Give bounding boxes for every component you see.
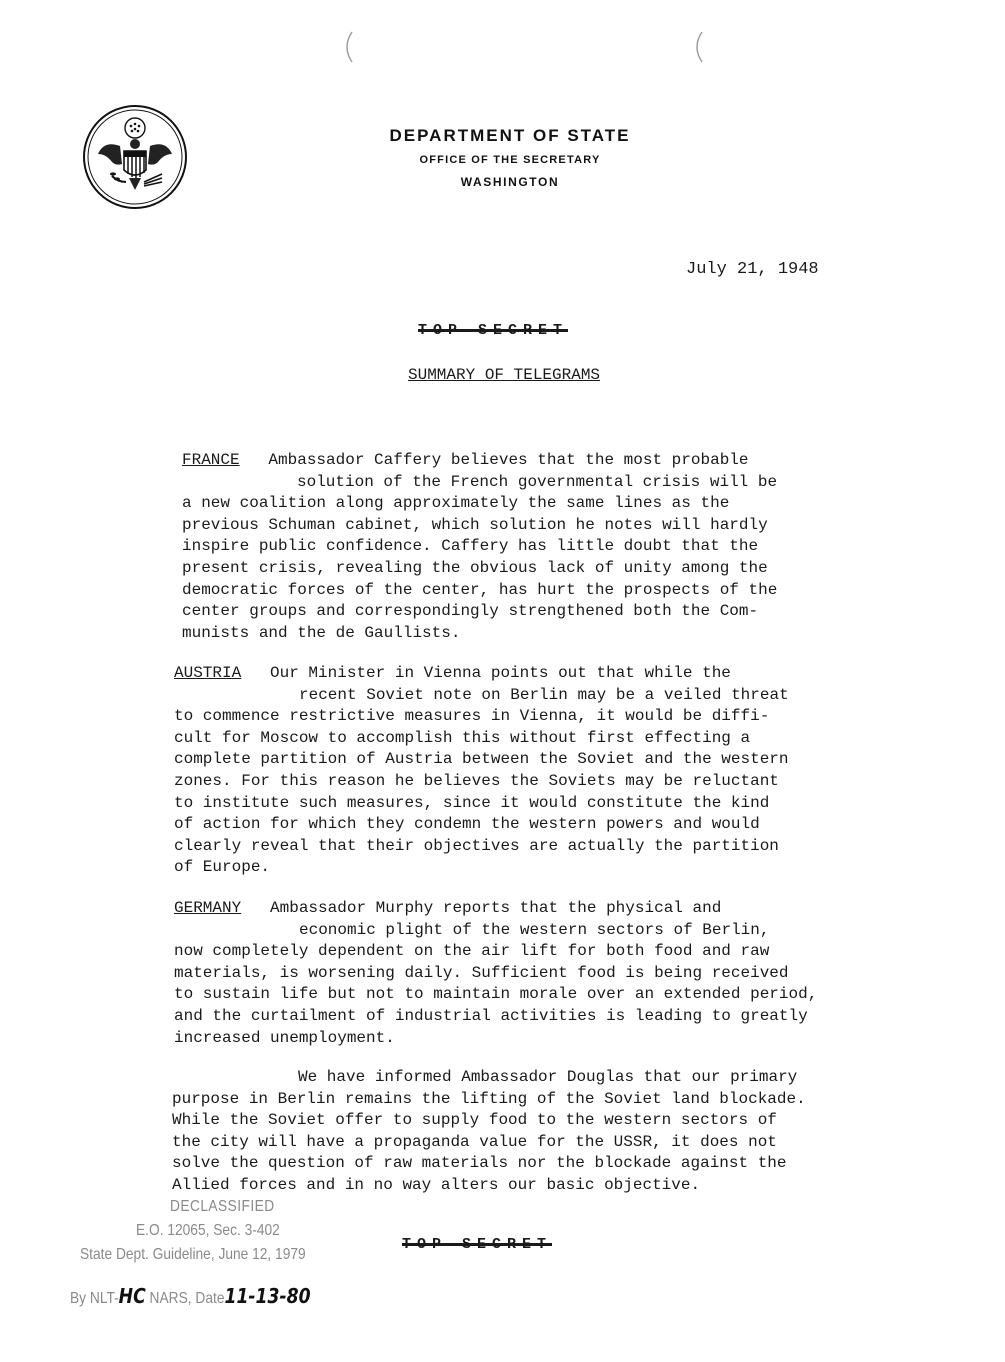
nars-label: NARS, Date (145, 1290, 225, 1307)
section-france (182, 450, 777, 644)
letterhead (300, 126, 720, 189)
punch-hole-mark (690, 30, 704, 64)
section-austria (174, 663, 789, 879)
section-line: to commence restrictive measures in Vienna, it would be diffi- (174, 707, 770, 726)
section-douglas (172, 1067, 806, 1197)
section-line: present crisis, revealing the obvious lack of unity among the (182, 558, 768, 577)
section-line: Our Minister in Vienna points out that while the (241, 664, 731, 682)
section-heading: FRANCE (182, 451, 240, 469)
section-line: inspire public confidence. Caffery has little doubt that the (182, 537, 759, 556)
declassified-label: DECLASSIFIED (170, 1198, 275, 1215)
section-line: We have informed Ambassador Douglas that our primary (298, 1068, 798, 1086)
section-line: recent Soviet note on Berlin may be a veiled threat (299, 685, 789, 704)
punch-hole-mark (340, 30, 354, 64)
section-line: the city will have a propaganda value for the USSR, it does not (172, 1132, 777, 1151)
department-title: DEPARTMENT OF STATE (389, 126, 631, 145)
section-line: solution of the French governmental crisis will be (297, 472, 778, 491)
section-line: complete partition of Austria between the Soviet and the western (174, 750, 789, 769)
section-line: Ambassador Murphy reports that the physical and (241, 899, 722, 917)
great-seal-icon (82, 104, 188, 210)
city-line: WASHINGTON (460, 175, 560, 189)
authority-line (70, 1284, 311, 1308)
section-line: of Europe. (174, 858, 271, 877)
section-line: to sustain life but not to maintain morale over an extended period, (174, 985, 818, 1004)
handwritten-initials: HC (118, 1284, 146, 1308)
section-heading: GERMANY (174, 899, 242, 917)
section-line: munists and the de Gaullists. (182, 623, 461, 642)
section-line: of action for which they condemn the western powers and would (174, 815, 760, 834)
handwritten-date: 11-13-80 (224, 1284, 311, 1308)
section-line: a new coalition along approximately the same lines as the (182, 494, 730, 513)
office-subtitle: OFFICE OF THE SECRETARY (419, 154, 601, 166)
section-line: zones. For this reason he believes the Soviets may be reluctant (174, 771, 779, 790)
section-line: previous Schuman cabinet, which solution he notes will hardly (182, 515, 768, 534)
document-subject: SUMMARY OF TELEGRAMS (408, 366, 601, 384)
section-line: cult for Moscow to accomplish this without first effecting a (174, 728, 751, 747)
section-heading: AUSTRIA (174, 664, 242, 682)
section-line: increased unemployment. (174, 1028, 395, 1047)
section-line: center groups and correspondingly strengthened both the Com- (182, 602, 759, 621)
section-line: solve the question of raw materials nor the blockade against the (172, 1154, 787, 1173)
section-line: clearly reveal that their objectives are actually the partition (174, 836, 779, 855)
guideline-line: State Dept. Guideline, June 12, 1979 (80, 1246, 306, 1263)
section-line: materials, is worsening daily. Sufficient food is being received (174, 963, 789, 982)
section-line: While the Soviet offer to supply food to the western sectors of (172, 1111, 777, 1130)
section-line: democratic forces of the center, has hurt the prospects of the (182, 580, 778, 599)
document-date: July 21, 1948 (686, 260, 819, 279)
section-line: now completely dependent on the air lift for both food and raw (174, 942, 770, 961)
section-line: Allied forces and in no way alters our basic objective. (172, 1175, 701, 1194)
section-germany (174, 898, 817, 1049)
authority-prefix: By NLT- (70, 1290, 119, 1307)
section-line: purpose in Berlin remains the lifting of the Soviet land blockade. (172, 1089, 806, 1108)
section-line: economic plight of the western sectors of Berlin, (299, 920, 770, 939)
section-line: Ambassador Caffery believes that the most probable (239, 451, 749, 469)
section-line: and the curtailment of industrial activities is leading to greatly (174, 1006, 808, 1025)
classification-bottom: TOP SECRET (402, 1236, 553, 1253)
section-line: to institute such measures, since it would constitute the kind (174, 793, 770, 812)
classification-top: TOP SECRET (418, 322, 569, 339)
executive-order-line: E.O. 12065, Sec. 3-402 (136, 1222, 280, 1239)
